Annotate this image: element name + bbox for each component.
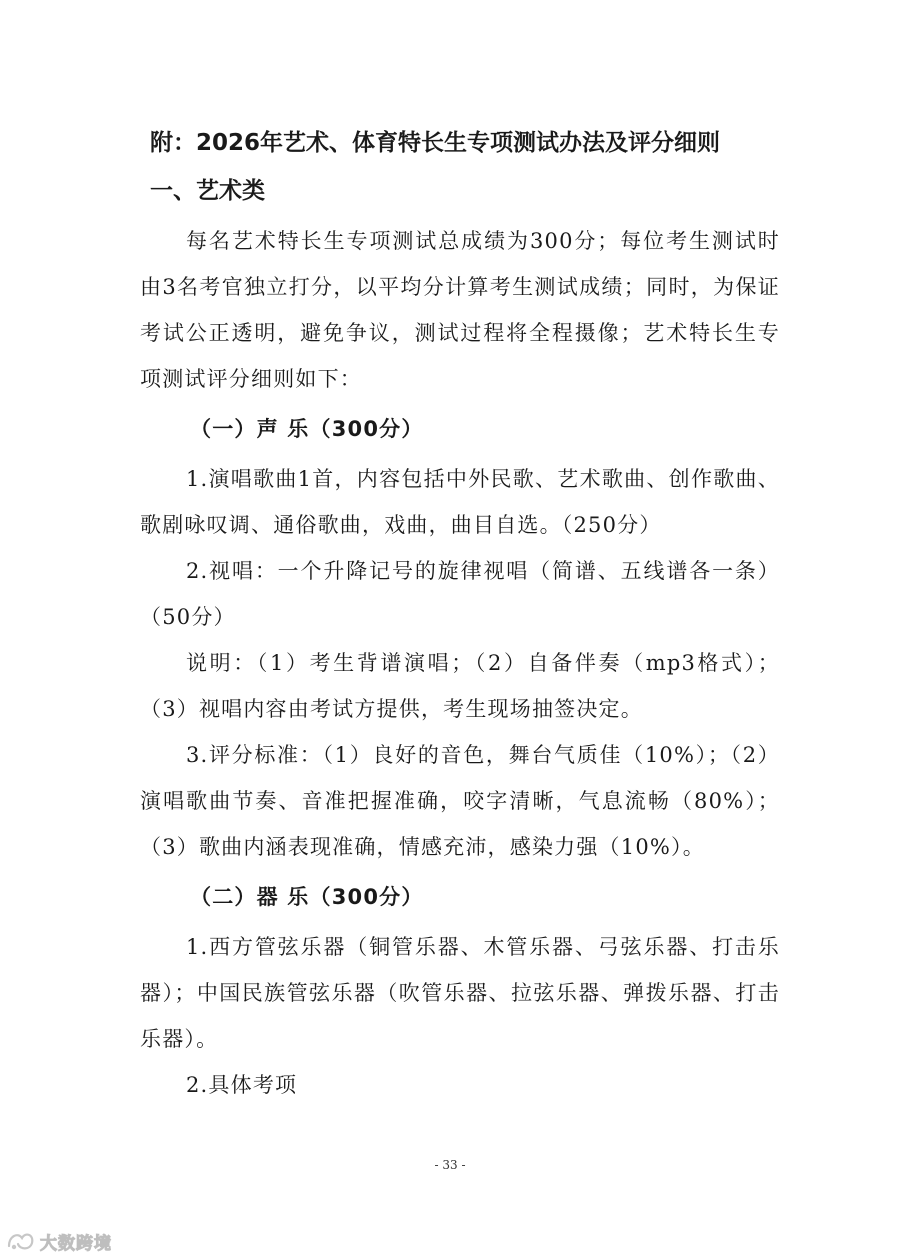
document-body [140, 218, 780, 1108]
document-title: 附：2026年艺术、体育特长生专项测试办法及评分细则 [150, 130, 721, 156]
subsection-heading: （二）器 乐（300分） [190, 885, 424, 909]
watermark [6, 1228, 112, 1254]
section-heading: 一、艺术类 [150, 178, 265, 204]
paragraph: 3.评分标准：（1）良好的音色，舞台气质佳（10%）；（2）演唱歌曲节奏、音准把握准确，咬字清晰，气息流畅（80%）；（3）歌曲内涵表现准确，情感充沛，感染力强（10%）。 [140, 743, 780, 859]
brand-logo-icon [6, 1230, 36, 1252]
paragraph: 2.视唱：一个升降记号的旋律视唱（简谱、五线谱各一条）（50分） [140, 559, 780, 629]
paragraph: 2.具体考项 [186, 1073, 298, 1097]
subsection-heading: （一）声 乐（300分） [190, 417, 424, 441]
paragraph: 1.演唱歌曲1首，内容包括中外民歌、艺术歌曲、创作歌曲、歌剧咏叹调、通俗歌曲，戏曲，曲目自选。（250分） [140, 467, 780, 537]
paragraph: 1.西方管弦乐器（铜管乐器、木管乐器、弓弦乐器、打击乐器）；中国民族管弦乐器（吹管乐器、拉弦乐器、弹拨乐器、打击乐器）。 [140, 935, 780, 1051]
paragraph: 说明：（1）考生背谱演唱；（2）自备伴奏（mp3格式）；（3）视唱内容由考试方提供，考生现场抽签决定。 [140, 651, 780, 721]
paragraph: 每名艺术特长生专项测试总成绩为300分；每位考生测试时由3名考官独立打分，以平均分计算考生测试成绩；同时，为保证考试公正透明，避免争议，测试过程将全程摄像；艺术特长生专项测试评分细则如下： [140, 229, 780, 391]
watermark-text: 大数跨境 [40, 1233, 112, 1254]
page-number: - 33 - [434, 1158, 466, 1172]
